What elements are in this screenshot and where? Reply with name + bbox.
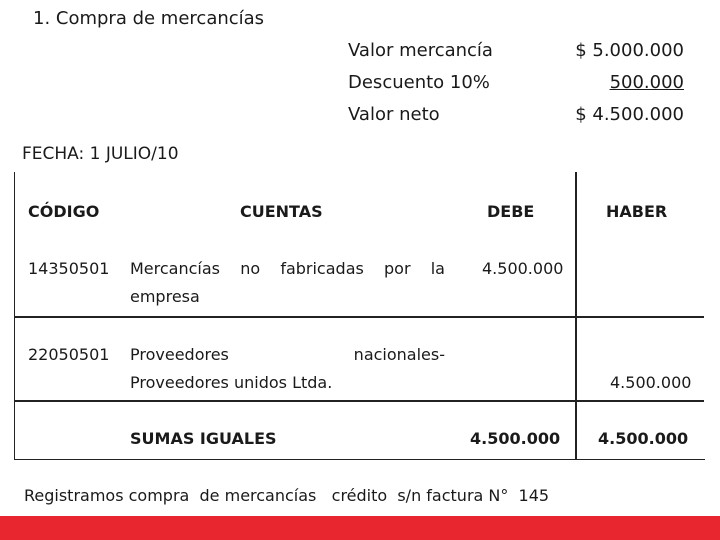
row1-word: fabricadas — [280, 259, 364, 278]
row1-word: por — [384, 259, 411, 278]
row1-debe: 4.500.000 — [482, 259, 564, 278]
summary-value-valor-mercancia: $ 5.000.000 — [575, 40, 684, 61]
header-codigo: CÓDIGO — [28, 202, 100, 221]
summary-value-valor-neto: $ 4.500.000 — [575, 104, 684, 125]
row1-codigo: 14350501 — [28, 259, 110, 278]
summary-label-descuento: Descuento 10% — [348, 72, 490, 93]
row2-word: nacionales- — [353, 345, 445, 364]
header-haber: HABER — [606, 202, 668, 221]
row2-codigo: 22050501 — [28, 345, 110, 364]
summary-label-valor-mercancia: Valor mercancía — [348, 40, 493, 61]
footer-note: Registramos compra de mercancías crédito s/n factura N° 145 — [24, 486, 550, 505]
row2-word: Proveedores — [130, 345, 229, 364]
row2-haber: 4.500.000 — [610, 373, 692, 392]
row1-word: no — [240, 259, 261, 278]
fecha-label: FECHA: 1 JULIO/10 — [22, 144, 179, 164]
row2-cuentas-line1 — [130, 345, 445, 364]
row1-cuentas-line2: empresa — [130, 287, 200, 306]
totals-label: SUMAS IGUALES — [130, 429, 277, 448]
summary-label-valor-neto: Valor neto — [348, 104, 440, 125]
row-divider-2 — [14, 400, 704, 402]
header-cuentas: CUENTAS — [240, 202, 323, 221]
row1-word: Mercancías — [130, 259, 220, 278]
row1-word: la — [430, 259, 445, 278]
header-debe: DEBE — [487, 202, 535, 221]
accent-bar — [0, 516, 720, 540]
page-title: 1. Compra de mercancías — [33, 8, 265, 29]
totals-debe: 4.500.000 — [470, 429, 561, 448]
row2-cuentas-line2: Proveedores unidos Ltda. — [130, 373, 333, 392]
row1-cuentas-line1 — [130, 259, 445, 278]
row-divider-1 — [14, 316, 704, 318]
summary-value-descuento: 500.000 — [609, 72, 684, 93]
totals-haber: 4.500.000 — [598, 429, 689, 448]
